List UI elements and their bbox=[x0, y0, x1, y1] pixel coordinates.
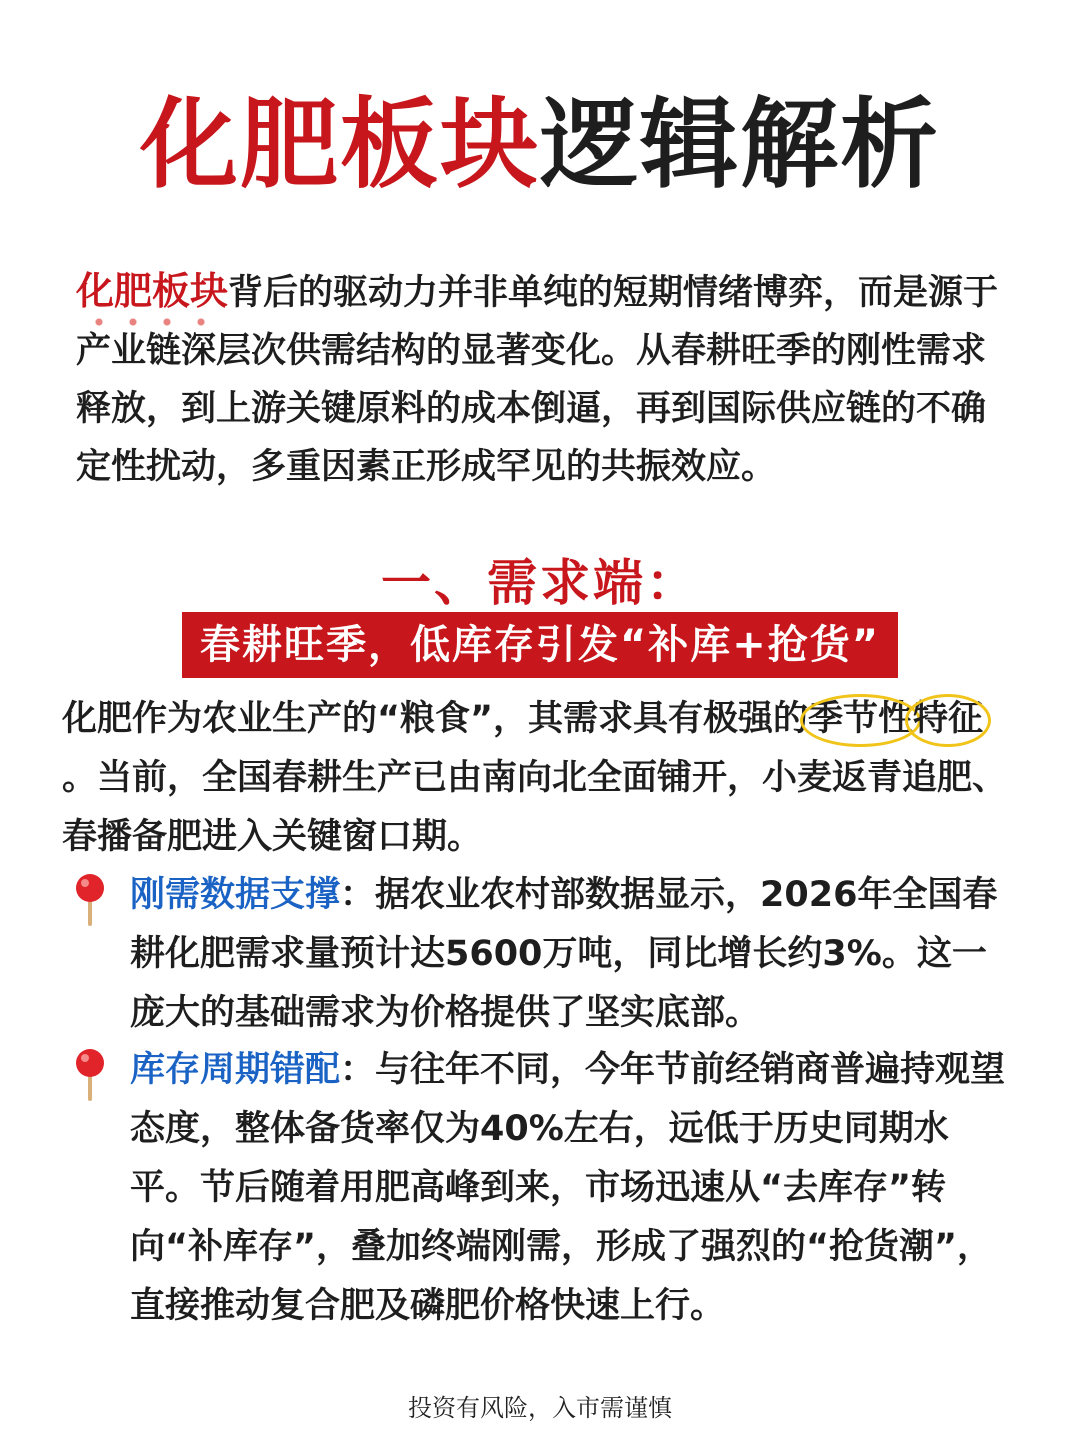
bullet-text: ：与往年不同，今年节前经销商普遍持观望态度，整体备货率仅为40%左右，远低于历史同期水平。节后随着用肥高峰到来，市场迅速从“去库存”转向“补库存”，叠加终端刚需，形成了强烈的“抢货潮”，直接推动复合肥及磷肥价格快速上行。 bbox=[130, 1050, 1006, 1326]
intro-paragraph bbox=[76, 262, 1004, 496]
bullet-demand-data bbox=[62, 866, 1007, 1043]
title-highlight: 化肥板块 bbox=[139, 88, 540, 202]
section-heading: 一、需求端： bbox=[381, 554, 699, 612]
pushpin-icon bbox=[70, 872, 110, 928]
bullet-label: 库存周期错配 bbox=[130, 1050, 341, 1090]
risk-disclaimer: 投资有风险，入市需谨慎 bbox=[408, 1394, 672, 1422]
bullet-label: 刚需数据支撑 bbox=[130, 875, 341, 915]
paragraph-part1: 化肥作为农业生产的“粮食”，其需求具有极强的 bbox=[62, 699, 809, 739]
intro-highlight: 化肥板块 bbox=[76, 269, 229, 313]
title-rest: 逻辑解析 bbox=[540, 88, 941, 202]
section-banner: 春耕旺季，低库存引发“补库+抢货” bbox=[182, 612, 898, 678]
bullet-text: ：据农业农村部数据显示，2026年全国春耕化肥需求量预计达5600万吨，同比增长约3%。这一庞大的基础需求为价格提供了坚实底部。 bbox=[130, 875, 998, 1033]
page-title bbox=[0, 88, 1080, 202]
demand-paragraph bbox=[62, 690, 1007, 867]
circled-keyword-feature: 特征 bbox=[913, 690, 983, 749]
section-banner-wrap bbox=[0, 612, 1080, 678]
paragraph-part2: 。当前，全国春耕生产已由南向北全面铺开，小麦返青追肥、春播备肥进入关键窗口期。 bbox=[62, 758, 1008, 857]
intro-text: 背后的驱动力并非单纯的短期情绪博弈，而是源于产业链深层次供需结构的显著变化。从春耕旺季的刚性需求释放，到上游关键原料的成本倒逼，再到国际供应链的不确定性扰动，多重因素正形成罕见的共振效应。 bbox=[76, 273, 999, 487]
circled-keyword-seasonal: 季节性 bbox=[808, 690, 913, 749]
pushpin-icon bbox=[70, 1047, 110, 1103]
bullet-inventory-cycle bbox=[62, 1041, 1007, 1336]
